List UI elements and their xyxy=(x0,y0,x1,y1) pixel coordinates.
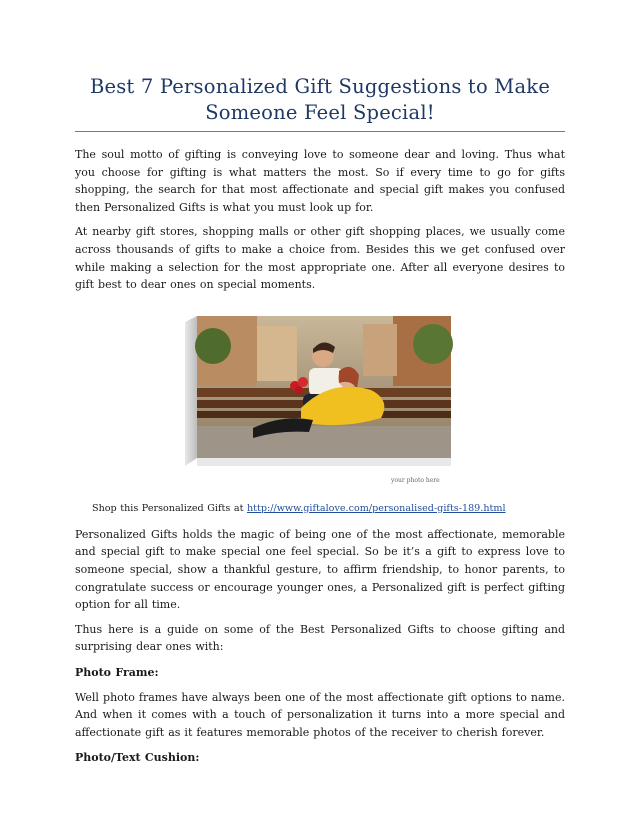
document-page xyxy=(75,0,565,767)
body-paragraph-2: Thus here is a guide on some of the Best Personalized Gifts to choose gifting and surprising dear ones with: xyxy=(75,622,565,654)
couple-photo-canvas-image xyxy=(183,316,453,466)
page-title: Best 7 Personalized Gift Suggestions to Make Someone Feel Special! xyxy=(89,75,551,124)
giftalove-link[interactable]: http://www.giftalove.com/personalised-gifts-189.html xyxy=(246,502,506,514)
intro-paragraph-2: At nearby gift stores, shopping malls or other gift shopping places, we usually come across thousands of gifts to make a choice from. Besides this we get confused over while making a selection for the most appropriate one. After all everyone desires to gift best to dear ones on special moments. xyxy=(75,225,565,292)
photo-placeholder-caption: your photo here xyxy=(391,476,440,484)
section-heading-photo-frame: Photo Frame: xyxy=(75,665,159,679)
section-heading-cushion: Photo/Text Cushion: xyxy=(75,751,200,765)
product-image xyxy=(75,316,565,484)
title-underline xyxy=(75,131,565,132)
intro-paragraph-1: The soul motto of gifting is conveying love to someone dear and loving. Thus what you choose for gifting is what matters the most. So if every time to go for gifts shopping, the search for that most affectionate and special gift makes you confused then Personalized Gifts is what you must look up for. xyxy=(75,148,565,214)
shop-line xyxy=(75,502,565,516)
shop-prefix: Shop this Personalized Gifts at xyxy=(92,502,247,514)
photo-frame-paragraph: Well photo frames have always been one of the most affectionate gift options to name. And when it comes with a touch of personalization it turns into a more special and affectionate gift as it features memorable photos of the receiver to cherish forever. xyxy=(75,690,565,739)
body-paragraph-1: Personalized Gifts holds the magic of being one of the most affectionate, memorable and special gift to make special one feel special. So be it’s a gift to express love to someone special, show a thankful gesture, to affirm friendship, to honor parents, to congratulate success or encourage younger ones, a Personalized gift is perfect gifting option for all time. xyxy=(75,527,565,612)
